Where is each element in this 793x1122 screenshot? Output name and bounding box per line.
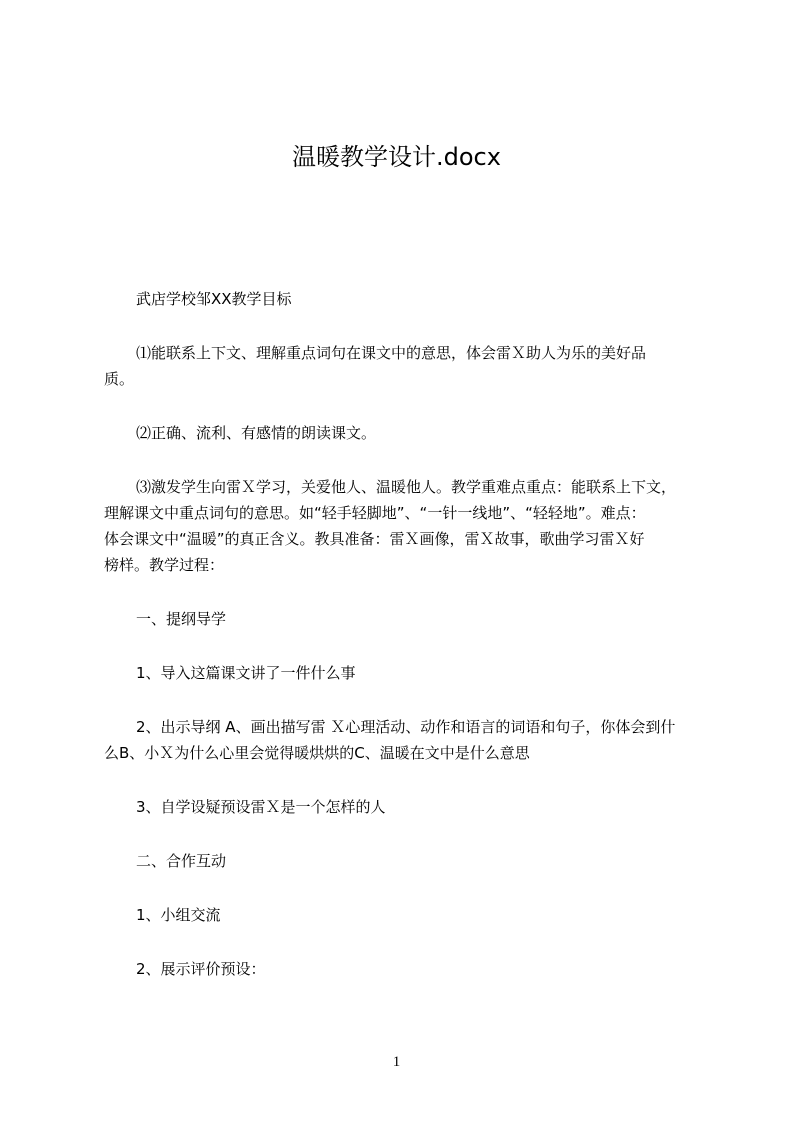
paragraph-show-evaluate bbox=[104, 956, 716, 982]
text-line: 1、导入这篇课文讲了一件什么事 bbox=[136, 664, 356, 682]
paragraph-goal-3 bbox=[104, 474, 716, 578]
section-heading-2 bbox=[104, 848, 716, 874]
text-line: 二、合作互动 bbox=[136, 852, 227, 870]
text-line: ⑴能联系上下文、理解重点词句在课文中的意思，体会雷Ｘ助人为乐的美好品 bbox=[136, 344, 647, 362]
section-heading-1 bbox=[104, 606, 716, 632]
paragraph-group-exchange bbox=[104, 902, 716, 928]
text-line: 2、出示导纲 A、画出描写雷 Ｘ心理活动、动作和语言的词语和句子，你体会到什 bbox=[136, 718, 676, 736]
text-line: 质。 bbox=[104, 370, 135, 388]
paragraph-step-3 bbox=[104, 794, 716, 820]
text-line: ⑶激发学生向雷Ｘ学习，关爱他人、温暖他人。教学重难点重点：能联系上下文， bbox=[136, 478, 677, 496]
text-line: 3、自学设疑预设雷Ｘ是一个怎样的人 bbox=[136, 798, 386, 816]
text-line: 体会课文中“温暖”的真正含义。教具准备：雷Ｘ画像，雷Ｘ故事，歌曲学习雷Ｘ好 bbox=[104, 530, 645, 548]
text-line: 武店学校邹XX教学目标 bbox=[136, 290, 292, 308]
text-line: 么B、小Ｘ为什么心里会觉得暖烘烘的C、温暖在文中是什么意思 bbox=[104, 744, 530, 762]
text-line: ⑵正确、流利、有感情的朗读课文。 bbox=[136, 424, 377, 442]
paragraph-goal-1 bbox=[104, 340, 716, 392]
paragraph-step-1 bbox=[104, 660, 716, 686]
text-line: 一、提纲导学 bbox=[136, 610, 227, 628]
page-number: 1 bbox=[392, 1054, 401, 1070]
text-line: 2、展示评价预设： bbox=[136, 960, 266, 978]
paragraph-step-2 bbox=[104, 714, 716, 766]
paragraph-goal-2 bbox=[104, 420, 716, 446]
document-title: 温暖教学设计.docx bbox=[292, 143, 501, 171]
paragraph-teaching-goal-heading bbox=[104, 286, 716, 312]
text-line: 1、小组交流 bbox=[136, 906, 221, 924]
text-line: 榜样。教学过程： bbox=[104, 556, 225, 574]
text-line: 理解课文中重点词句的意思。如“轻手轻脚地”、“一针一线地”、“轻轻地”。难点： bbox=[104, 504, 646, 522]
